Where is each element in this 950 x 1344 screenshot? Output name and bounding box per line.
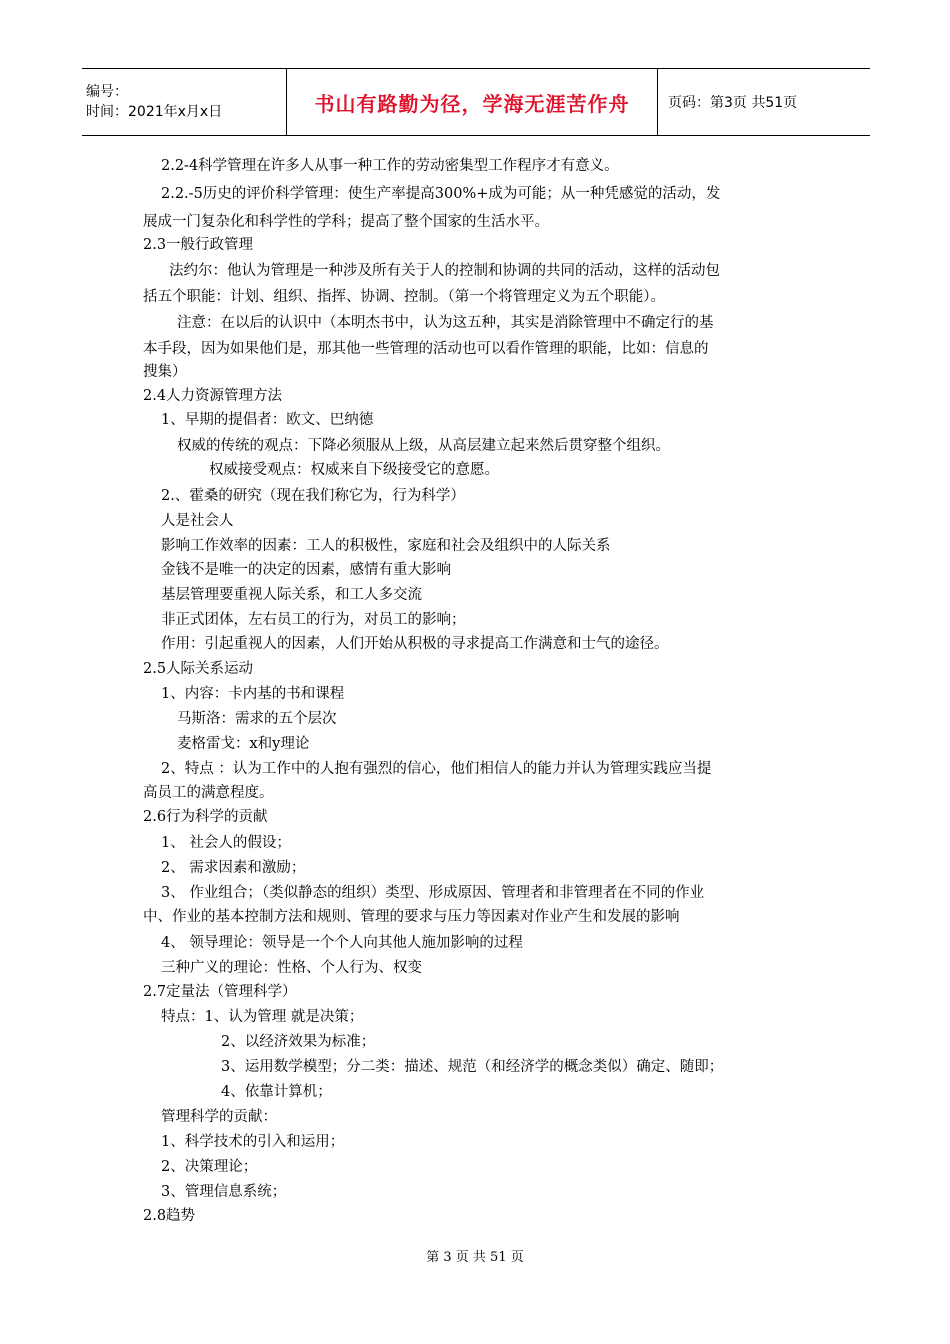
header-meta-cell <box>82 69 287 136</box>
text-line: 2、 需求因素和激励； <box>161 860 306 876</box>
text-line: 马斯洛：需求的五个层次 <box>177 711 337 727</box>
number-label: 编号： <box>86 84 128 100</box>
text-line: 中、作业的基本控制方法和规则、管理的要求与压力等因素对作业产生和发展的影响 <box>143 909 680 925</box>
text-line: 1、科学技术的引入和运用； <box>161 1134 345 1150</box>
text-line: 人是社会人 <box>161 513 234 529</box>
text-line: 4、 领导理论：领导是一个个人向其他人施加影响的过程 <box>161 935 523 951</box>
text-line: 高员工的满意程度。 <box>143 785 274 801</box>
text-line: 2、特点 ：认为工作中的人抱有强烈的信心，他们相信人的能力并认为管理实践应当提 <box>161 761 712 777</box>
text-line: 法约尔：他认为管理是一种涉及所有关于人的控制和协调的共同的活动，这样的活动包 <box>169 263 720 279</box>
text-line: 管理科学的贡献： <box>161 1109 277 1125</box>
text-line: 金钱不是唯一的决定的因素，感情有重大影响 <box>161 562 451 578</box>
text-line: 2.3一般行政管理 <box>143 237 254 253</box>
text-line: 1、早期的提倡者：欧文、巴纳德 <box>161 412 374 428</box>
text-line: 2.、霍桑的研究（现在我们称它为，行为科学） <box>161 488 465 504</box>
date-label: 时间：2021年x月x日 <box>86 104 223 120</box>
text-line: 作用：引起重视人的因素，人们开始从积极的寻求提高工作满意和士气的途径。 <box>161 636 669 652</box>
text-line: 2.2-4科学管理在许多人从事一种工作的劳动密集型工作程序才有意义。 <box>161 158 619 174</box>
text-line: 2.4人力资源管理方法 <box>143 388 283 404</box>
text-line: 2.6行为科学的贡献 <box>143 809 268 825</box>
text-line: 括五个职能：计划、组织、指挥、协调、控制。（第一个将管理定义为五个职能）。 <box>143 289 665 305</box>
text-line: 2.2.-5历史的评价科学管理：使生产率提高300%+成为可能；从一种凭感觉的活动，发 <box>161 186 721 202</box>
text-line: 权威的传统的观点：下降必须服从上级，从高层建立起来然后贯穿整个组织。 <box>177 438 670 454</box>
text-line: 权威接受观点：权威来自下级接受它的意愿。 <box>209 462 499 478</box>
text-line: 1、内容：卡内基的书和课程 <box>161 686 345 702</box>
text-line: 注意：在以后的认识中（本明杰书中，认为这五种，其实是消除管理中不确定行的基 <box>177 315 714 331</box>
text-line: 4、依靠计算机； <box>221 1084 332 1100</box>
text-line: 2、决策理论； <box>161 1159 258 1175</box>
motto-text: 书山有路勤为径，学海无涯苦作舟 <box>314 91 630 116</box>
text-line: 本手段，因为如果他们是，那其他一些管理的活动也可以看作管理的职能，比如：信息的 <box>143 341 709 357</box>
text-line: 2.7定量法（管理科学） <box>143 984 297 1000</box>
text-line: 基层管理要重视人际关系，和工人多交流 <box>161 587 422 603</box>
header-page-cell <box>658 69 871 136</box>
header-motto-cell <box>287 69 658 136</box>
text-line: 2.5人际关系运动 <box>143 661 254 677</box>
document-header <box>82 68 870 136</box>
text-line: 非正式团体，左右员工的行为，对员工的影响； <box>161 612 466 628</box>
text-line: 1、 社会人的假设； <box>161 835 291 851</box>
footer-page-number: 第 3 页 共 51 页 <box>426 1250 524 1265</box>
text-line: 展成一门复杂化和科学性的学科；提高了整个国家的生活水平。 <box>143 214 549 230</box>
text-line: 3、管理信息系统； <box>161 1184 287 1200</box>
text-line: 2、以经济效果为标准； <box>221 1034 376 1050</box>
page-info: 页码：第3页 共51页 <box>668 95 798 111</box>
text-line: 三种广义的理论：性格、个人行为、权变 <box>161 960 422 976</box>
text-line: 影响工作效率的因素：工人的积极性，家庭和社会及组织中的人际关系 <box>161 538 611 554</box>
text-line: 2.8趋势 <box>143 1208 196 1224</box>
text-line: 3、运用数学模型；分二类：描述、规范（和经济学的概念类似）确定、随即； <box>221 1059 724 1075</box>
text-line: 特点：1、认为管理 就是决策； <box>161 1009 364 1025</box>
text-line: 麦格雷戈：x和y理论 <box>177 736 310 752</box>
text-line: 搜集） <box>143 364 187 380</box>
text-line: 3、 作业组合；（类似静态的组织）类型、形成原因、管理者和非管理者在不同的作业 <box>161 885 705 901</box>
page-footer <box>0 1246 950 1265</box>
